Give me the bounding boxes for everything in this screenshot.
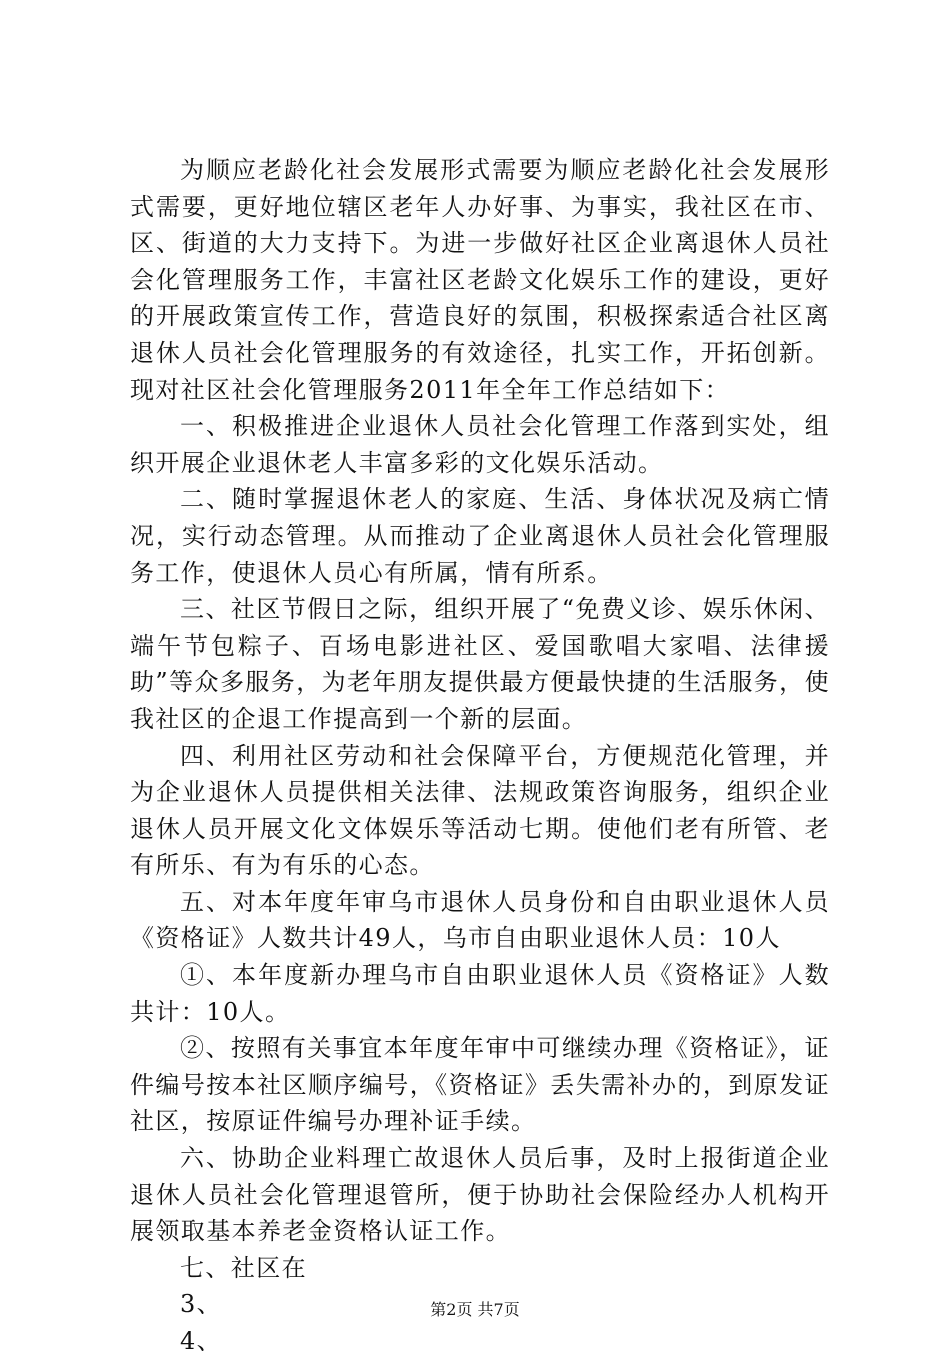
item-5-paragraph: 五、对本年度年审乌市退休人员身份和自由职业退休人员《资格证》人数共计49人，乌市自由职业退休人员：10人	[130, 887, 830, 953]
item-6-paragraph: 六、协助企业料理亡故退休人员后事，及时上报街道企业退休人员社会化管理退管所，便于协助社会保险经办人机构开展领取基本养老金资格认证工作。	[130, 1144, 830, 1246]
item-3-paragraph: 三、社区节假日之际，组织开展了“免费义诊、娱乐休闲、端午节包粽子、百场电影进社区、爱国歌唱大家唱、法律援助”等众多服务，为老年朋友提供最方便最快捷的生活服务，使我社区的企退工作提高到一个新的层面。	[130, 595, 830, 733]
document-body	[130, 152, 830, 1360]
item-5-sub-2-paragraph: ②、按照有关事宜本年度年审中可继续办理《资格证》，证件编号按本社区顺序编号，《资格证》丢失需补办的，到原发证社区，按原证件编号办理补证手续。	[130, 1034, 830, 1136]
item-5-sub-1-paragraph: ①、本年度新办理乌市自由职业退休人员《资格证》人数共计：10人。	[130, 961, 830, 1026]
item-2-paragraph: 二、随时掌握退休老人的家庭、生活、身体状况及病亡情况，实行动态管理。从而推动了企业离退休人员社会化管理服务工作，使退休人员心有所属，情有所系。	[130, 485, 830, 587]
item-4-label: 4、	[180, 1327, 223, 1355]
item-7-paragraph: 七、社区在	[180, 1253, 307, 1282]
item-3-label: 3、	[180, 1290, 223, 1319]
page-footer: 第2页 共7页	[430, 1300, 520, 1319]
intro-paragraph: 为顺应老龄化社会发展形式需要为顺应老龄化社会发展形式需要，更好地位辖区老年人办好事、为事实，我社区在市、区、街道的大力支持下。为进一步做好社区企业离退休人员社会化管理服务工作，丰富社区老龄文化娱乐工作的建设，更好的开展政策宣传工作，营造良好的氛围，积极探索适合社区离退休人员社会化管理服务的有效途径，扎实工作，开拓创新。现对社区社会化管理服务2011年全年工作总结如下：	[130, 156, 830, 404]
item-1-paragraph: 一、积极推进企业退休人员社会化管理工作落到实处，组织开展企业退休老人丰富多彩的文化娱乐活动。	[130, 412, 830, 477]
item-4-paragraph: 四、利用社区劳动和社会保障平台，方便规范化管理，并为企业退休人员提供相关法律、法规政策咨询服务，组织企业退休人员开展文化文体娱乐等活动七期。使他们老有所管、老有所乐、有为有乐的心态。	[130, 741, 830, 880]
